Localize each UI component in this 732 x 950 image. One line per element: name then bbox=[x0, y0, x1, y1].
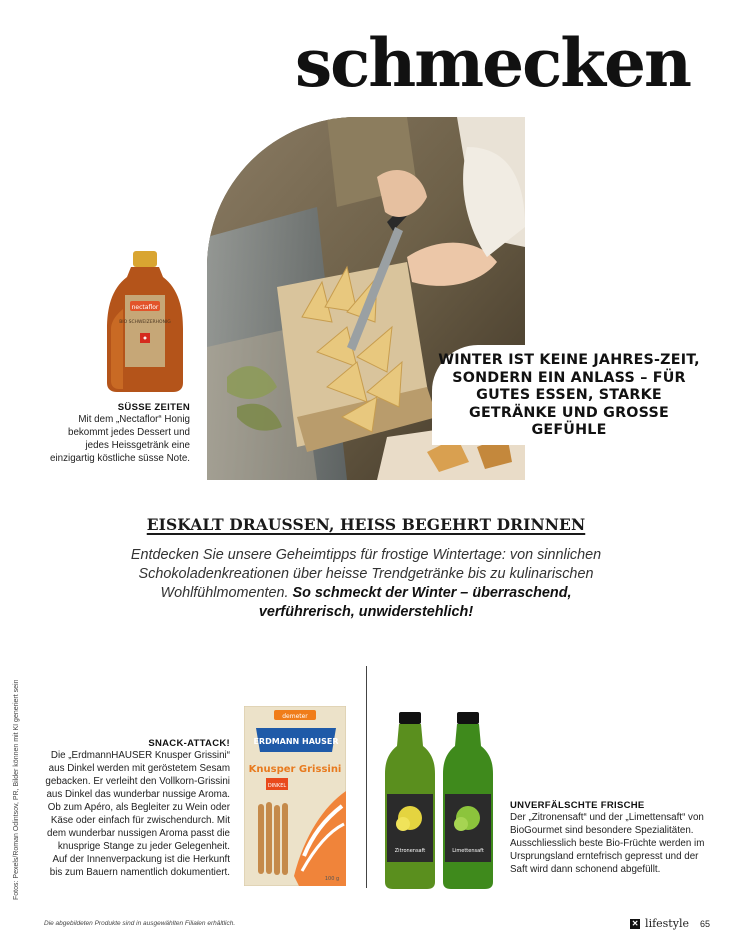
photo-credit: Fotos: Pexels/Roman Odintsov, PR, Bilder können mit KI generiert sein bbox=[13, 679, 20, 900]
honey-title: SÜSSE ZEITEN bbox=[117, 402, 190, 413]
honey-brand-label: nectaflor bbox=[131, 304, 159, 311]
intro-regular: Entdecken Sie unsere Geheimtipps für frostige Wintertage: von sinnlichen Schokoladenkreationen über heisse Trendgetränke bis zu kulinarischen Wohlfühlmomenten. bbox=[130, 547, 602, 601]
column-divider bbox=[366, 666, 367, 888]
footer-availability-note: Die abgebildeten Produkte sind in ausgewählten Filialen erhältlich. bbox=[44, 920, 236, 927]
intro-bold: So schmeckt der Winter – überraschend, verführerisch, unwiderstehlich! bbox=[258, 585, 572, 620]
brand-name: lifestyle bbox=[645, 917, 689, 930]
honey-jar-image bbox=[103, 249, 187, 394]
snack-text: Die „ErdmannHAUSER Knusper Grissini“ aus Dinkel werden mit geröstetem Sesam gebacken. Er verleiht den Vollkorn-Grissini aus Dinkel das wunderbar nussige Aroma. Ob zum Apéro, als Begleiter zu Wein oder Käse oder einfach für zwischendurch. Mit dem wunderbar nussigen Aroma passt die knusprige Stange zu jeder Gelegenheit. Auf der Innenverpackung ist die Herkunft bis zum Bauern namentlich dokumentiert. bbox=[45, 750, 230, 878]
juice-left-label: Zitronensaft bbox=[394, 848, 426, 854]
juice-caption bbox=[510, 800, 710, 876]
article-intro bbox=[120, 546, 612, 622]
article-headline bbox=[0, 515, 732, 534]
grissini-pack-image bbox=[244, 706, 346, 886]
pack-top-label: demeter bbox=[282, 713, 308, 720]
juice-text: Der „Zitronensaft“ und der „Limettensaft“ von BioGourmet sind besondere Spezialitäten. Ausschliesslich beste Bio-Früchte werden im Ursprungsland erntefrisch gepresst und der Saft wird dann schonend abgefüllt. bbox=[510, 812, 705, 875]
pack-weight-label: 100 g bbox=[324, 876, 340, 882]
juice-bottles-image bbox=[385, 712, 497, 890]
page-number: 65 bbox=[699, 918, 710, 929]
juice-right-label: Limettensaft bbox=[452, 848, 484, 854]
juice-title: UNVERFÄLSCHTE FRISCHE bbox=[510, 800, 645, 811]
article-headline-text: EISKALT DRAUSSEN, HEISS BEGEHRT DRINNEN bbox=[146, 515, 586, 534]
pack-brand-label: ERDMANN HAUSER bbox=[253, 737, 339, 746]
page-title: schmecken bbox=[294, 24, 690, 102]
brand-logo-icon: ✕ bbox=[631, 918, 639, 928]
footer-brand bbox=[630, 917, 710, 930]
pull-quote: WINTER IST KEINE JAHRES-ZEIT, SONDERN EIN ANLASS – FÜR GUTES ESSEN, STARKE GETRÄNKE UND GROSSE GEFÜHLE bbox=[438, 352, 700, 438]
pack-badge-label: DINKEL bbox=[267, 783, 287, 789]
honey-type-label: BIO SCHWEIZERHONIG bbox=[119, 320, 171, 325]
pack-name-label: Knusper Grissini bbox=[248, 764, 342, 775]
honey-text: Mit dem „Nectaflor“ Honig bekommt jedes Dessert und jedes Heissgetränk eine einzigartig köstliche süsse Note. bbox=[50, 414, 190, 464]
snack-title: SNACK-ATTACK! bbox=[148, 738, 230, 749]
snack-caption bbox=[44, 738, 230, 879]
honey-caption bbox=[50, 402, 190, 465]
